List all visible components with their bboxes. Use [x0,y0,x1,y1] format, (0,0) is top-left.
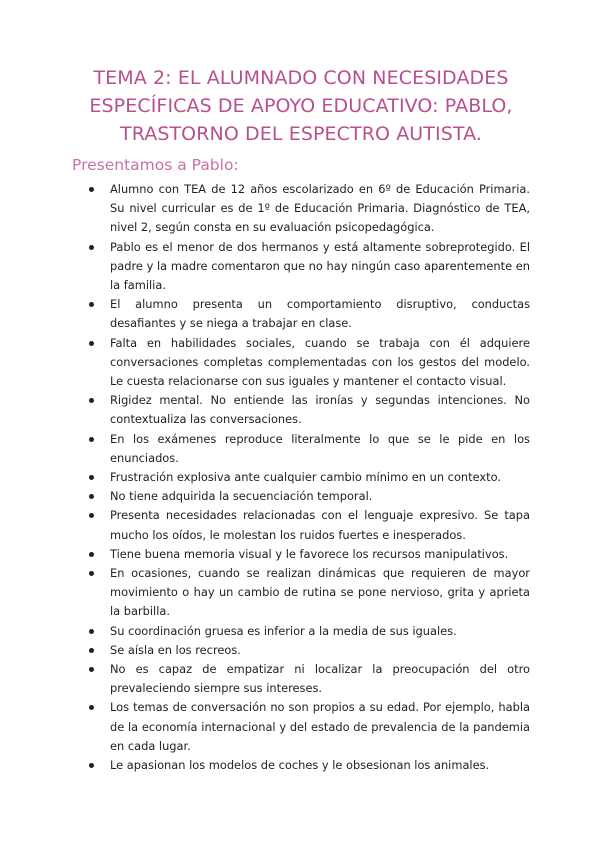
bullet-dot-icon [89,245,94,250]
bullet-dot-icon [89,398,94,403]
list-item [72,564,530,622]
bullet-dot-icon [89,494,94,499]
list-item-text: El alumno presenta un comportamiento disruptivo, conductas desafiantes y se niega a trabajar en clase. [110,297,530,331]
list-item [72,622,530,641]
list-item [72,391,530,429]
list-item [72,660,530,698]
list-item [72,487,530,506]
list-item [72,545,530,564]
list-item-text: Le apasionan los modelos de coches y le obsesionan los animales. [110,758,490,773]
section-heading: Presentamos a Pablo: [72,156,239,174]
list-item [72,180,530,238]
list-item [72,641,530,660]
list-item-text: En los exámenes reproduce literalmente lo que se le pide en los enunciados. [110,431,530,465]
list-item [72,698,530,756]
list-item-text: Tiene buena memoria visual y le favorece los recursos manipulativos. [110,546,509,561]
list-item-text: Frustración explosiva ante cualquier cambio mínimo en un contexto. [110,470,502,485]
bullet-dot-icon [89,667,94,672]
list-item [72,430,530,468]
bullet-dot-icon [89,629,94,634]
list-item-text: Pablo es el menor de dos hermanos y está altamente sobreprotegido. El padre y la madre comentaron que no hay ningún caso aparentemente en la familia. [110,239,530,293]
title-line: ESPECÍFICAS DE APOYO EDUCATIVO: PABLO, [89,95,513,117]
list-item [72,506,530,544]
list-item-text: Falta en habilidades sociales, cuando se trabaja con él adquiere conversaciones completas complementadas con los gestos del modelo. Le cuesta relacionarse con sus iguales y mantener el contacto visual. [110,335,530,389]
bullet-dot-icon [89,763,94,768]
bullet-list [72,180,530,775]
bullet-dot-icon [89,648,94,653]
bullet-dot-icon [89,705,94,710]
list-item [72,756,530,775]
document-title [72,64,530,148]
list-item [72,334,530,392]
title-line: TEMA 2: EL ALUMNADO CON NECESIDADES [93,67,509,89]
bullet-dot-icon [89,513,94,518]
bullet-dot-icon [89,437,94,442]
list-item-text: En ocasiones, cuando se realizan dinámicas que requieren de mayor movimiento o hay un cambio de rutina se pone nervioso, grita y aprieta la barbilla. [110,566,530,619]
list-item-text: Se aísla en los recreos. [110,642,241,657]
bullet-dot-icon [89,341,94,346]
list-item-text: Rigidez mental. No entiende las ironías y segundas intenciones. No contextualiza las conversaciones. [110,393,530,427]
list-item-text: Su coordinación gruesa es inferior a la media de sus iguales. [110,623,457,638]
bullet-dot-icon [89,552,94,557]
bullet-dot-icon [89,302,94,307]
title-line: TRASTORNO DEL ESPECTRO AUTISTA. [119,123,483,145]
list-item-text: Presenta necesidades relacionadas con el lenguaje expresivo. Se tapa mucho los oídos, le molestan los ruidos fuertes e inesperados. [110,508,530,542]
bullet-dot-icon [89,571,94,576]
list-item-text: Los temas de conversación no son propios a su edad. Por ejemplo, habla de la economía internacional y del estado de prevalencia de la pandemia en cada lugar. [110,700,530,753]
list-item [72,238,530,296]
bullet-dot-icon [89,187,94,192]
bullet-dot-icon [89,475,94,480]
list-item-text: No tiene adquirida la secuenciación temporal. [110,489,373,504]
list-item-text: No es capaz de empatizar ni localizar la preocupación del otro prevaleciendo siempre sus intereses. [110,662,530,696]
list-item-text: Alumno con TEA de 12 años escolarizado en 6º de Educación Primaria. Su nivel curricular es de 1º de Educación Primaria. Diagnóstico de TEA, nivel 2, según consta en su evaluación psicopedagógica. [110,182,530,235]
list-item [72,295,530,333]
list-item [72,468,530,487]
